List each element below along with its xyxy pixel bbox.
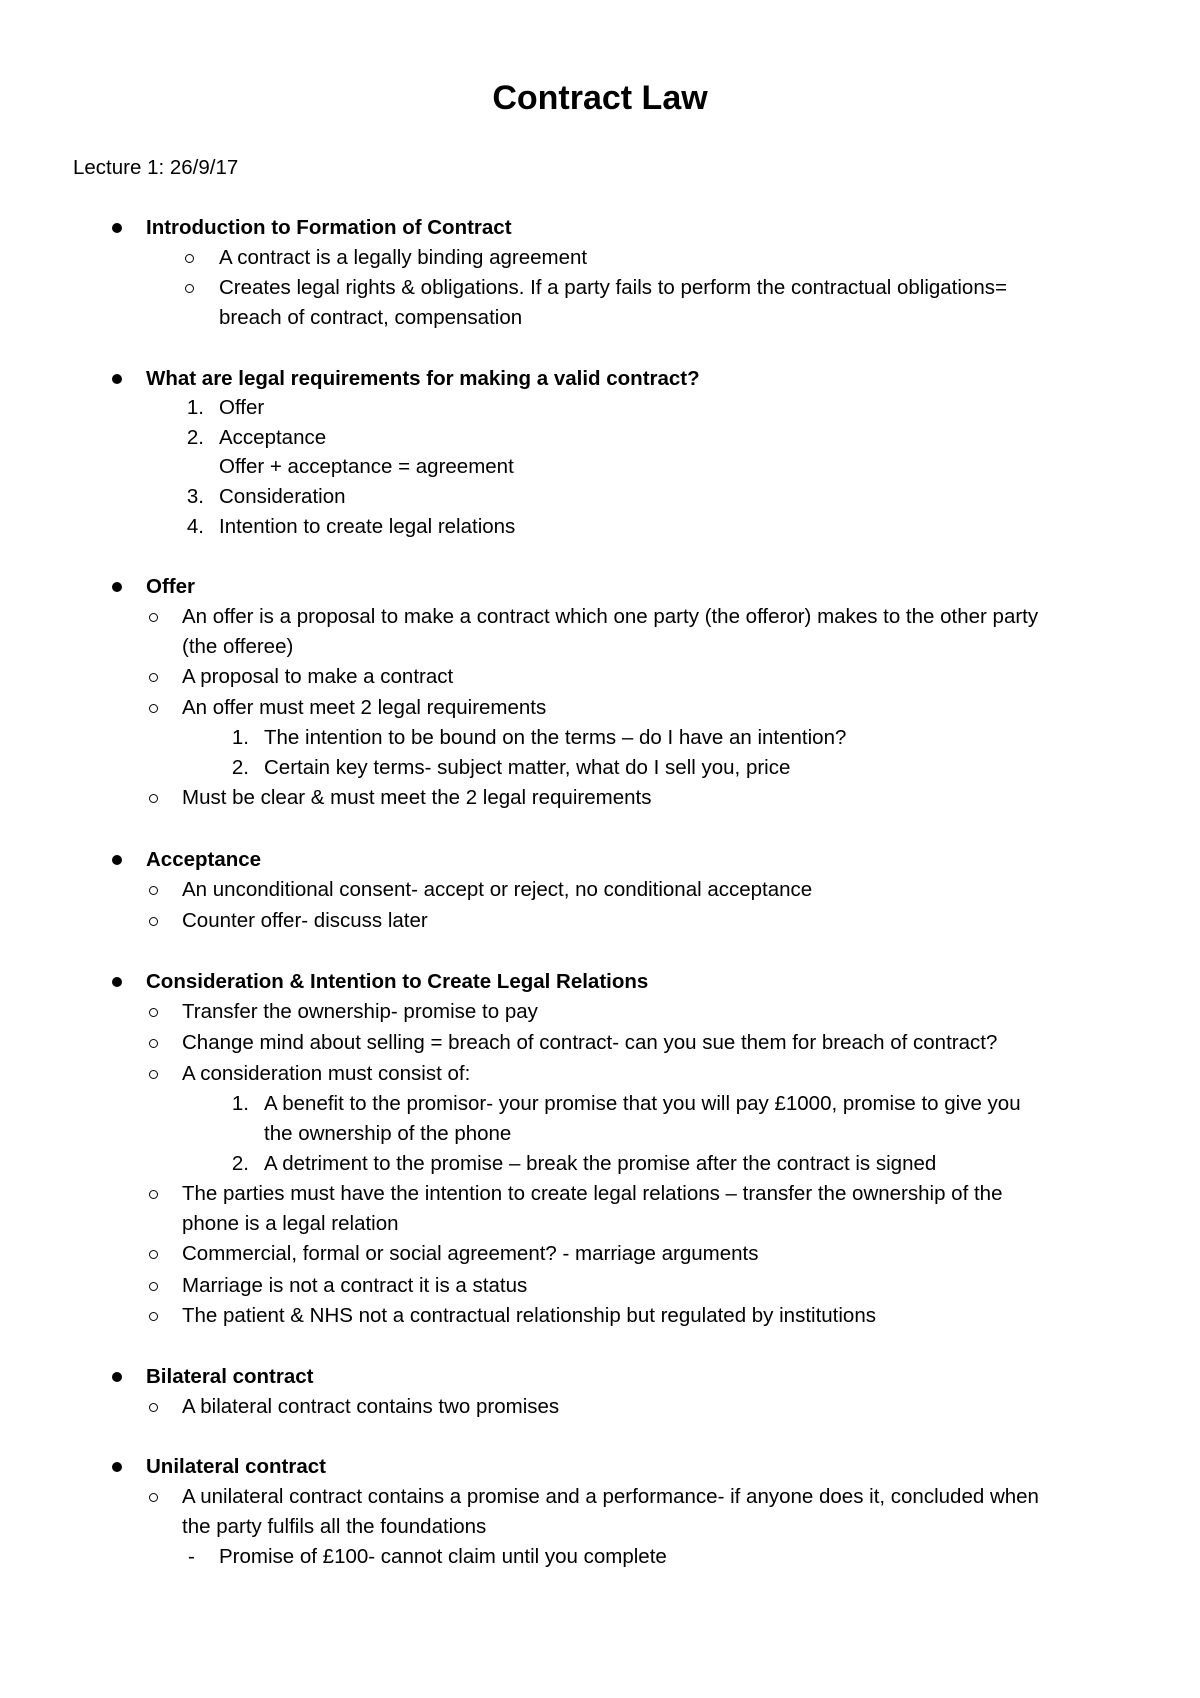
bullet-icon (112, 855, 122, 865)
circle-bullet-icon (149, 613, 158, 622)
list-item-continuation: the party fulfils all the foundations (182, 1515, 487, 1538)
document-title: Contract Law (492, 79, 708, 117)
list-item: Counter offer- discuss later (182, 909, 428, 932)
list-item: The patient & NHS not a contractual relationship but regulated by institutions (182, 1304, 876, 1327)
circle-bullet-icon (149, 1403, 158, 1412)
list-item: Promise of £100- cannot claim until you complete (219, 1545, 667, 1568)
circle-bullet-icon (149, 1312, 158, 1321)
section-heading: Consideration & Intention to Create Legal Relations (146, 970, 649, 993)
list-number: 3. (186, 485, 204, 508)
list-item: Acceptance (219, 426, 327, 449)
list-number: 1. (231, 726, 249, 749)
list-item: Must be clear & must meet the 2 legal requirements (182, 786, 652, 809)
list-item: A detriment to the promise – break the promise after the contract is signed (264, 1152, 937, 1175)
list-item: Certain key terms- subject matter, what do I sell you, price (264, 756, 791, 779)
circle-bullet-icon (149, 1070, 158, 1079)
list-item: Commercial, formal or social agreement? - marriage arguments (182, 1242, 759, 1265)
bullet-icon (112, 582, 122, 592)
circle-bullet-icon (149, 673, 158, 682)
list-item: A consideration must consist of: (182, 1062, 471, 1085)
circle-bullet-icon (149, 1190, 158, 1199)
list-item: Marriage is not a contract it is a status (182, 1274, 528, 1297)
dash-bullet-icon: - (188, 1545, 195, 1568)
list-item-continuation: Offer + acceptance = agreement (219, 455, 514, 478)
lecture-date: Lecture 1: 26/9/17 (73, 156, 239, 179)
list-item: Intention to create legal relations (219, 515, 516, 538)
circle-bullet-icon (149, 1039, 158, 1048)
section-heading: Bilateral contract (146, 1365, 314, 1388)
list-item: A contract is a legally binding agreement (219, 246, 588, 269)
list-number: 2. (231, 1152, 249, 1175)
bullet-icon (112, 1372, 122, 1382)
list-item-continuation: (the offeree) (182, 635, 294, 658)
bullet-icon (112, 223, 122, 233)
circle-bullet-icon (149, 1282, 158, 1291)
circle-bullet-icon (185, 254, 194, 263)
circle-bullet-icon (149, 794, 158, 803)
list-item: Offer (219, 396, 265, 419)
list-number: 1. (186, 396, 204, 419)
bullet-icon (112, 977, 122, 987)
circle-bullet-icon (149, 1250, 158, 1259)
section-heading: Introduction to Formation of Contract (146, 216, 512, 239)
list-item-continuation: breach of contract, compensation (219, 306, 523, 329)
list-item: The intention to be bound on the terms – do I have an intention? (264, 726, 847, 749)
list-item: An offer must meet 2 legal requirements (182, 696, 547, 719)
section-heading: What are legal requirements for making a valid contract? (146, 367, 700, 390)
section-heading: Unilateral contract (146, 1455, 326, 1478)
bullet-icon (112, 1462, 122, 1472)
list-item: A bilateral contract contains two promises (182, 1395, 560, 1418)
bullet-icon (112, 374, 122, 384)
circle-bullet-icon (149, 1493, 158, 1502)
circle-bullet-icon (149, 886, 158, 895)
list-number: 2. (186, 426, 204, 449)
list-item: A unilateral contract contains a promise and a performance- if anyone does it, concluded when (182, 1485, 1039, 1508)
list-item-continuation: phone is a legal relation (182, 1212, 399, 1235)
section-heading: Acceptance (146, 848, 262, 871)
circle-bullet-icon (149, 704, 158, 713)
list-item: An offer is a proposal to make a contract which one party (the offeror) makes to the other party (182, 605, 1039, 628)
list-item: An unconditional consent- accept or reject, no conditional acceptance (182, 878, 813, 901)
circle-bullet-icon (149, 917, 158, 926)
list-item: The parties must have the intention to create legal relations – transfer the ownership of the (182, 1182, 1003, 1205)
list-item: A proposal to make a contract (182, 665, 454, 688)
list-number: 1. (231, 1092, 249, 1115)
list-item: Consideration (219, 485, 346, 508)
list-number: 2. (231, 756, 249, 779)
list-item: A benefit to the promisor- your promise that you will pay £1000, promise to give you (264, 1092, 1021, 1115)
list-item: Transfer the ownership- promise to pay (182, 1000, 538, 1023)
list-number: 4. (186, 515, 204, 538)
list-item-continuation: the ownership of the phone (264, 1122, 512, 1145)
circle-bullet-icon (149, 1008, 158, 1017)
circle-bullet-icon (185, 284, 194, 293)
list-item: Creates legal rights & obligations. If a party fails to perform the contractual obligations= (219, 276, 1007, 299)
list-item: Change mind about selling = breach of contract- can you sue them for breach of contract? (182, 1031, 998, 1054)
section-heading: Offer (146, 575, 195, 598)
